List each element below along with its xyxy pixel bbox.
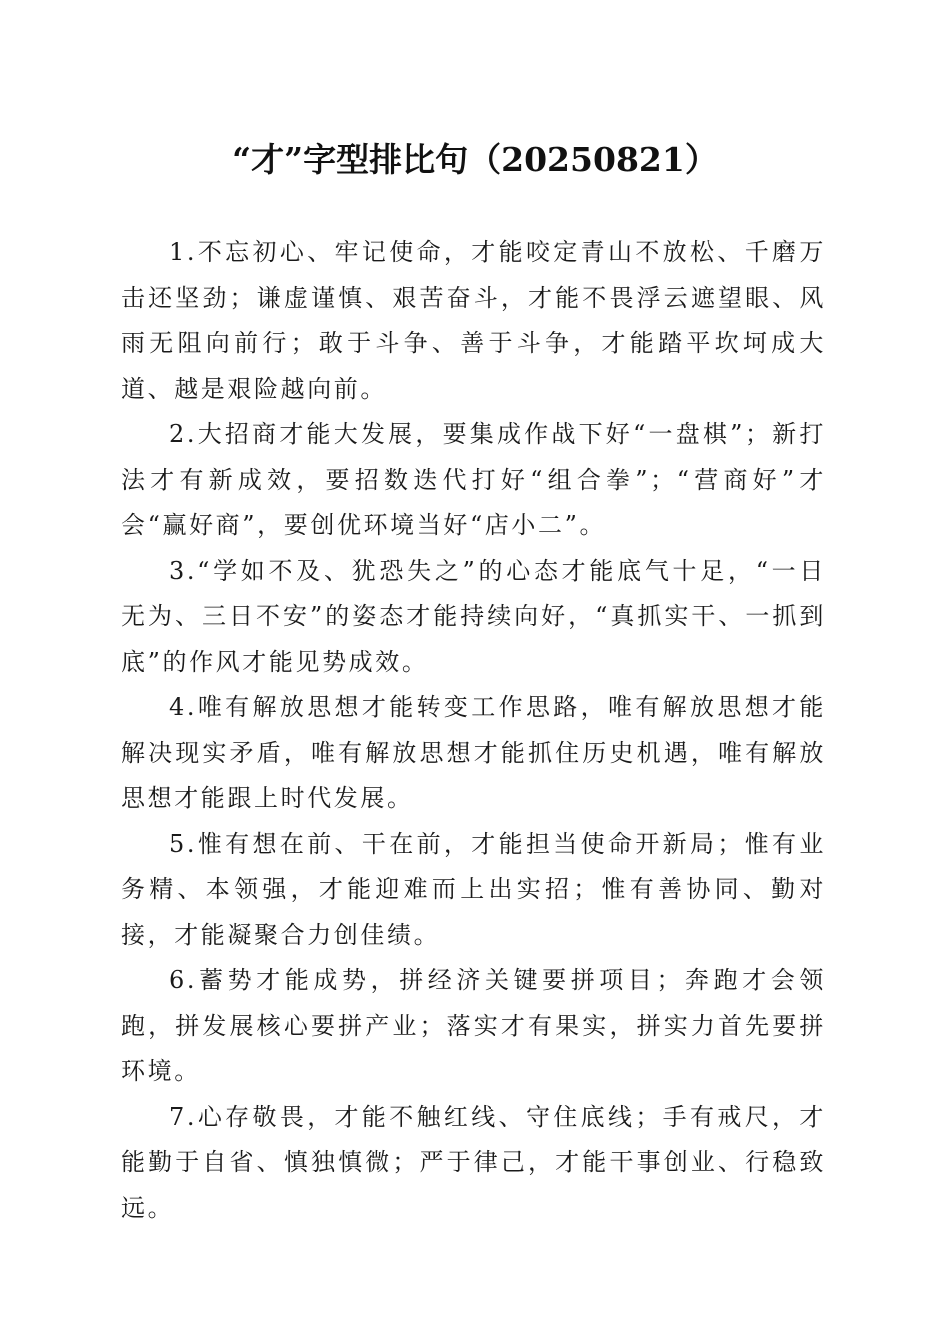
document-body xyxy=(121,230,826,1231)
paragraph-5: 5.惟有想在前、干在前，才能担当使命开新局；惟有业务精、本领强，才能迎难而上出实招；惟有善协同、勤对接，才能凝聚合力创佳绩。 xyxy=(121,829,826,949)
paragraph-2: 2.大招商才能大发展，要集成作战下好“一盘棋”；新打法才有新成效，要招数迭代打好“组合拳”；“营商好”才会“赢好商”，要创优环境当好“店小二”。 xyxy=(121,420,826,539)
document-title: “才”字型排比句（20250821） xyxy=(232,140,718,179)
paragraph-3: 3.“学如不及、犹恐失之”的心态才能底气十足，“一日无为、三日不安”的姿态才能持续向好，“真抓实干、一抓到底”的作风才能见势成效。 xyxy=(121,556,826,676)
paragraph-1: 1.不忘初心、牢记使命，才能咬定青山不放松、千磨万击还坚劲；谦虚谨慎、艰苦奋斗，才能不畏浮云遮望眼、风雨无阻向前行；敢于斗争、善于斗争，才能踏平坎坷成大道、越是艰险越向前。 xyxy=(121,238,826,403)
paragraph-4: 4.唯有解放思想才能转变工作思路，唯有解放思想才能解决现实矛盾，唯有解放思想才能抓住历史机遇，唯有解放思想才能跟上时代发展。 xyxy=(121,693,826,812)
paragraph-6: 6.蓄势才能成势，拼经济关键要拼项目；奔跑才会领跑，拼发展核心要拼产业；落实才有果实，拼实力首先要拼环境。 xyxy=(121,966,826,1085)
paragraph-7: 7.心存敬畏，才能不触红线、守住底线；手有戒尺，才能勤于自省、慎独慎微；严于律己，才能干事创业、行稳致远。 xyxy=(121,1102,826,1222)
